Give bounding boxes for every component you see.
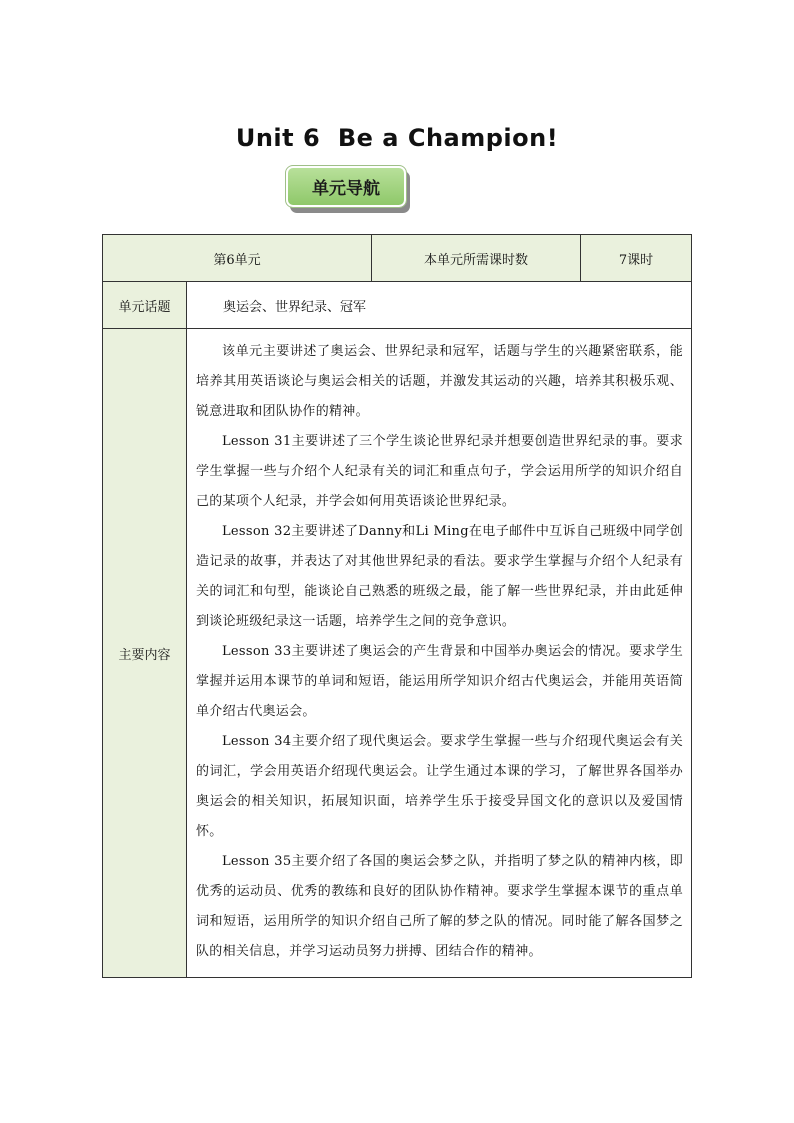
topic-row: [103, 282, 692, 329]
topic-label-cell: 单元话题: [103, 282, 187, 329]
hours-value-cell: 7课时: [581, 235, 692, 282]
content-cell: [187, 329, 692, 978]
topic-value-cell: 奥运会、世界纪录、冠军: [187, 282, 692, 329]
header-row: [103, 235, 692, 282]
content-row: [103, 329, 692, 978]
unit-plan-table: [102, 234, 692, 978]
unit-number-cell: 第6单元: [103, 235, 372, 282]
content-paragraph: Lesson 33主要讲述了奥运会的产生背景和中国举办奥运会的情况。要求学生掌握并运用本课节的单词和短语，能运用所学知识介绍古代奥运会，并能用英语简单介绍古代奥运会。: [196, 644, 683, 719]
section-badge: [286, 166, 410, 212]
content-paragraph: 该单元主要讲述了奥运会、世界纪录和冠军，话题与学生的兴趣紧密联系，能培养其用英语谈论与奥运会相关的话题，并激发其运动的兴趣，培养其积极乐观、锐意进取和团队协作的精神。: [196, 344, 683, 419]
content-paragraph: Lesson 31主要讲述了三个学生谈论世界纪录并想要创造世界纪录的事。要求学生掌握一些与介绍个人纪录有关的词汇和重点句子，学会运用所学的知识介绍自己的某项个人纪录，并学会如何用英语谈论世界纪录。: [196, 434, 683, 509]
content-label-cell: 主要内容: [103, 329, 187, 978]
content-paragraph: Lesson 32主要讲述了Danny和Li Ming在电子邮件中互诉自己班级中同学创造记录的故事，并表达了对其他世界纪录的看法。要求学生掌握与介绍个人纪录有关的词汇和句型，能谈论自己熟悉的班级之最，能了解一些世界纪录，并由此延伸到谈论班级纪录这一话题，培养学生之间的竞争意识。: [196, 524, 683, 629]
page-title: Unit 6 Be a Champion!: [235, 124, 559, 152]
badge-label: 单元导航: [286, 166, 406, 207]
content-paragraph: Lesson 35主要介绍了各国的奥运会梦之队，并指明了梦之队的精神内核，即优秀的运动员、优秀的教练和良好的团队协作精神。要求学生掌握本课节的重点单词和短语，运用所学的知识介绍自己所了解的梦之队的情况。同时能了解各国梦之队的相关信息，并学习运动员努力拼搏、团结合作的精神。: [196, 854, 683, 959]
hours-label-cell: 本单元所需课时数: [372, 235, 581, 282]
content-paragraph: Lesson 34主要介绍了现代奥运会。要求学生掌握一些与介绍现代奥运会有关的词汇，学会用英语介绍现代奥运会。让学生通过本课的学习，了解世界各国举办奥运会的相关知识，拓展知识面，培养学生乐于接受异国文化的意识以及爱国情怀。: [196, 734, 683, 839]
